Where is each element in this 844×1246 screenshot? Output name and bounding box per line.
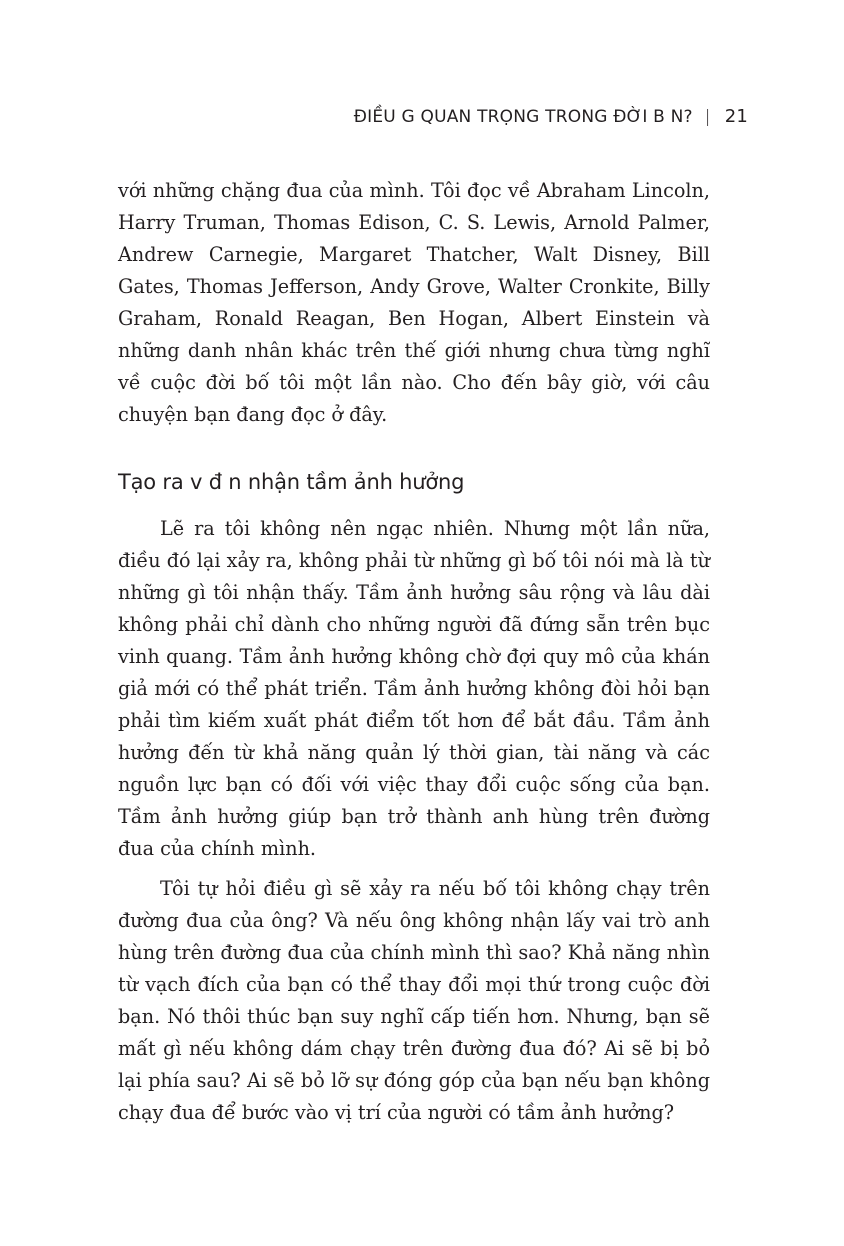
- page-number: 21: [724, 106, 748, 127]
- page-body: [118, 175, 710, 1129]
- header-separator: |: [704, 107, 711, 127]
- body-paragraph-2: Lẽ ra tôi không nên ngạc nhiên. Nhưng một lần nữa, điều đó lại xảy ra, không phải từ những gì bố tôi nói mà là từ những gì tôi nhận thấy. Tầm ảnh hưởng sâu rộng và lâu dài không phải chỉ dành cho những người đã đứng sẵn trên bục vinh quang. Tầm ảnh hưởng không chờ đợi quy mô của khán giả mới có thể phát triển. Tầm ảnh hưởng không đòi hỏi bạn phải tìm kiếm xuất phát điểm tốt hơn để bắt đầu. Tầm ảnh hưởng đến từ khả năng quản lý thời gian, tài năng và các nguồn lực bạn có đối với việc thay đổi cuộc sống của bạn. Tầm ảnh hưởng giúp bạn trở thành anh hùng trên đường đua của chính mình.: [118, 517, 710, 860]
- section-heading: Tạo ra v đ n nhận tầm ảnh hưởng: [118, 470, 465, 494]
- running-header: [354, 106, 748, 127]
- body-paragraph-3: Tôi tự hỏi điều gì sẽ xảy ra nếu bố tôi không chạy trên đường đua của ông? Và nếu ông không nhận lấy vai trò anh hùng trên đường đua của chính mình thì sao? Khả năng nhìn từ vạch đích của bạn có thể thay đổi mọi thứ trong cuộc đời bạn. Nó thôi thúc bạn suy nghĩ cấp tiến hơn. Nhưng, bạn sẽ mất gì nếu không dám chạy trên đường đua đó? Ai sẽ bị bỏ lại phía sau? Ai sẽ bỏ lỡ sự đóng góp của bạn nếu bạn không chạy đua để bước vào vị trí của người có tầm ảnh hưởng?: [118, 877, 710, 1124]
- chapter-title: ĐIỀU G QUAN TRỌNG TRONG ĐỜI B N?: [353, 107, 693, 127]
- body-paragraph-1: với những chặng đua của mình. Tôi đọc về Abraham Lincoln, Harry Truman, Thomas Edison, C. S. Lewis, Arnold Palmer, Andrew Carnegie, Margaret Thatcher, Walt Disney, Bill Gates, Thomas Jefferson, Andy Grove, Walter Cronkite, Billy Graham, Ronald Reagan, Ben Hogan, Albert Einstein và những danh nhân khác trên thế giới nhưng chưa từng nghĩ về cuộc đời bố tôi một lần nào. Cho đến bây giờ, với câu chuyện bạn đang đọc ở đây.: [118, 179, 710, 426]
